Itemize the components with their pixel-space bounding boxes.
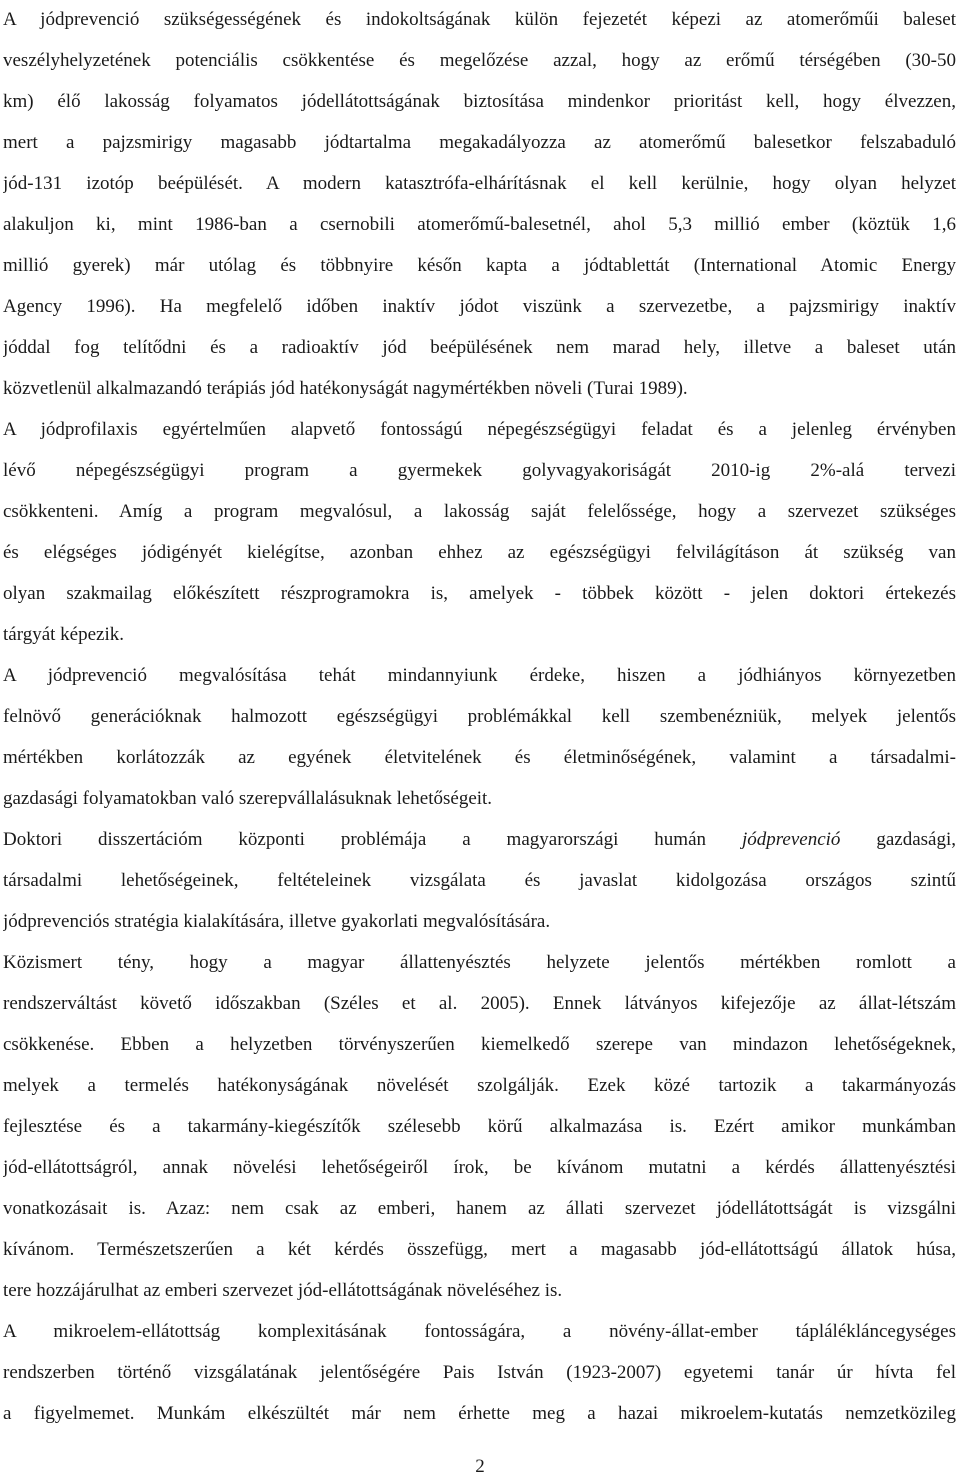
text-line: [3, 820, 956, 860]
text-line: és elégséges jódigényét kielégítse, azonban ehhez az egészségügyi felvilágításon át szükség van: [3, 542, 956, 563]
text-line: alakuljon ki, mint 1986-ban a csernobili atomerőmű-balesetnél, ahol 5,3 millió ember (köztük 1,6: [3, 214, 956, 235]
text-line: veszélyhelyzetének potenciális csökkentése és megelőzése azzal, hogy az erőmű térségében (30-50: [3, 50, 956, 71]
text-line: A jódprofilaxis egyértelműen alapvető fontosságú népegészségügyi feladat és a jelenleg érvényben: [3, 419, 956, 440]
text-line: csökkenése. Ebben a helyzetben törvényszerűen kiemelkedő szerepe van mindazon lehetőségeknek,: [3, 1034, 956, 1055]
text-line: km) élő lakosság folyamatos jódellátottságának biztosítása mindenkor prioritást kell, hogy élvezzen,: [3, 91, 956, 112]
text-line: jód-131 izotóp beépülését. A modern katasztrófa-elhárításnak el kell kerülnie, hogy olyan helyzet: [3, 173, 956, 194]
text-line: jód-ellátottságról, annak növelési lehetőségeiről írok, be kívánom mutatni a kérdés állattenyésztési: [3, 1157, 956, 1178]
text-line: csökkenteni. Amíg a program megvalósul, a lakosság saját felelőssége, hogy a szervezet szükséges: [3, 501, 956, 522]
text-line: rendszerváltást követő időszakban (Széles et al. 2005). Ennek látványos kifejezője az állat-létszám: [3, 993, 956, 1014]
text-line: a figyelmemet. Munkám elkészültét már nem érhette meg a hazai mikroelem-kutatás nemzetközileg: [3, 1403, 956, 1424]
text-line: melyek a termelés hatékonyságának növelését szolgálják. Ezek közé tartozik a takarmányozás: [3, 1075, 956, 1096]
text-line: tere hozzájárulhat az emberi szervezet jód-ellátottságának növeléséhez is.: [3, 1280, 563, 1301]
text-line: vonatkozásait is. Azaz: nem csak az emberi, hanem az állati szervezet jódellátottságát is vizsgálni: [3, 1198, 956, 1219]
text-line: lévő népegészségügyi program a gyermekek golyvagyakoriságát 2010-ig 2%-alá tervezi: [3, 460, 956, 481]
text-line: jóddal fog telítődni és a radioaktív jód beépülésének nem marad hely, illetve a baleset után: [3, 337, 956, 358]
text-line: tárgyát képezik.: [3, 624, 124, 645]
text-line: felnövő generációknak halmozott egészségügyi problémákkal kell szembenézniük, melyek jelentős: [3, 706, 956, 727]
emphasized-term: jódprevenció: [741, 829, 841, 850]
text-line: olyan szakmailag előkészített részprogramokra is, amelyek - többek között - jelen doktori értekezés: [3, 583, 956, 604]
text-segment: gazdasági,: [876, 829, 956, 850]
text-line: gazdasági folyamatokban való szerepvállalásuknak lehetőségeit.: [3, 788, 493, 809]
text-line: Közismert tény, hogy a magyar állattenyésztés helyzete jelentős mértékben romlott a: [3, 952, 956, 973]
text-line: Agency 1996). Ha megfelelő időben inaktív jódot viszünk a szervezetbe, a pajzsmirigy inaktív: [3, 296, 956, 317]
text-line: fejlesztése és a takarmány-kiegészítők szélesebb körű alkalmazása is. Ezért amikor munkámban: [3, 1116, 956, 1137]
text-line: közvetlenül alkalmazandó terápiás jód hatékonyságát nagymértékben növeli (Turai 1989).: [3, 378, 688, 399]
text-line: társadalmi lehetőségeinek, feltételeinek vizsgálata és javaslat kidolgozása országos szintű: [3, 870, 956, 891]
text-line: rendszerben történő vizsgálatának jelentőségére Pais István (1923-2007) egyetemi tanár úr hívta fel: [3, 1362, 956, 1383]
text-line: mert a pajzsmirigy magasabb jódtartalma megakadályozza az atomerőmű balesetkor felszabaduló: [3, 132, 956, 153]
text-line: jódprevenciós stratégia kialakítására, illetve gyakorlati megvalósítására.: [3, 911, 551, 932]
text-line: millió gyerek) már utólag és többnyire későn kapta a jódtablettát (International Atomic Energy: [3, 255, 956, 276]
text-line: kívánom. Természetszerűen a két kérdés összefügg, mert a magasabb jód-ellátottságú állatok húsa,: [3, 1239, 956, 1260]
page-number: 2: [475, 1456, 485, 1477]
text-line: A mikroelem-ellátottság komplexitásának fontosságára, a növény-állat-ember táplálékláncegységes: [3, 1321, 956, 1342]
text-line: A jódprevenció szükségességének és indokoltságának külön fejezetét képezi az atomerőműi baleset: [3, 9, 956, 30]
text-line: A jódprevenció megvalósítása tehát mindannyiunk érdeke, hiszen a jódhiányos környezetben: [3, 665, 956, 686]
text-line: mértékben korlátozzák az egyének életvitelének és életminőségének, valamint a társadalmi-: [3, 747, 956, 768]
text-segment: Doktori disszertációm központi problémája a magyarországi humán: [3, 829, 707, 850]
